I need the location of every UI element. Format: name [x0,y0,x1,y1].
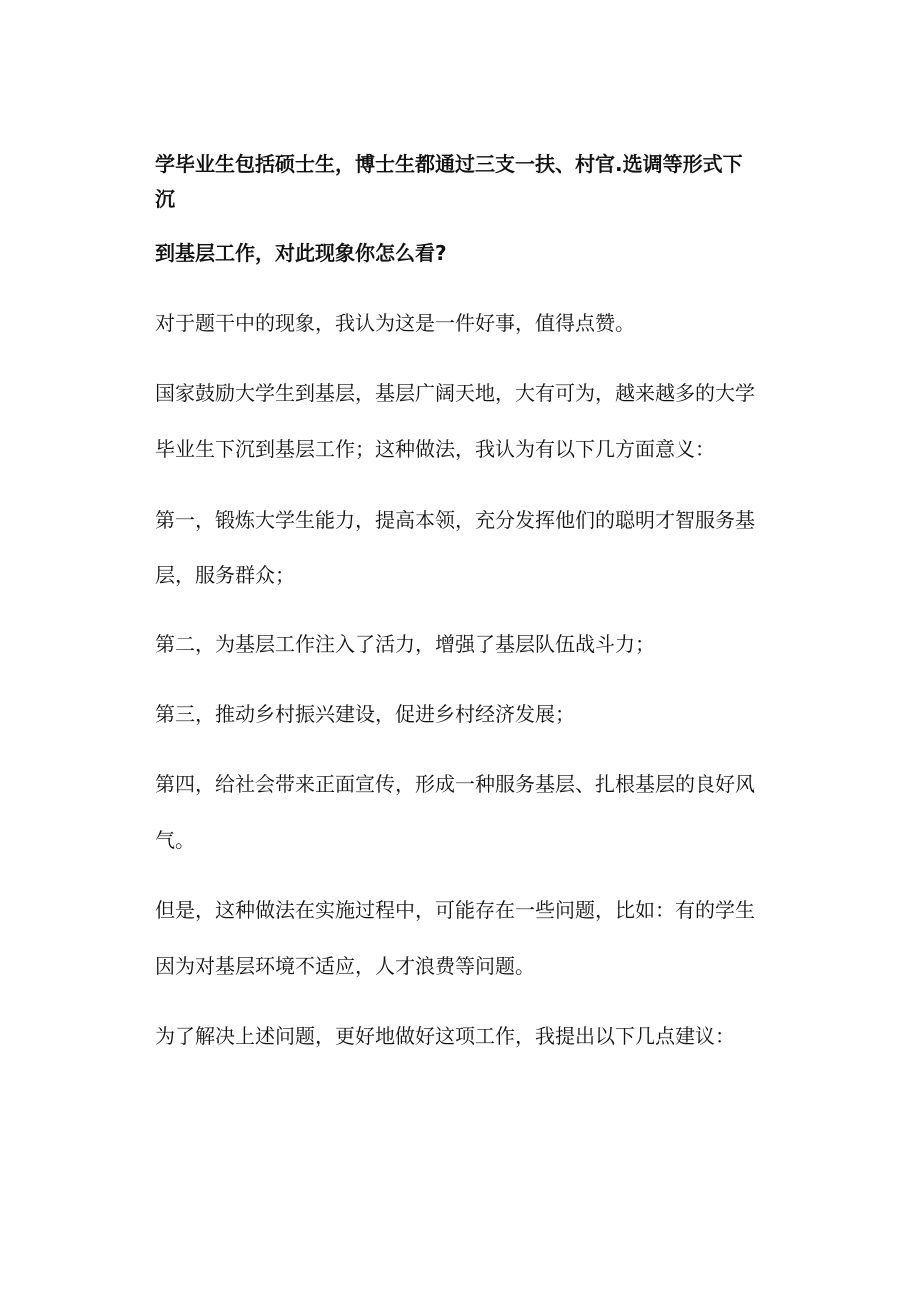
paragraph-2-line-2: 毕业生下沉到基层工作；这种做法，我认为有以下几方面意义： [155,437,715,461]
question-heading-line-2: 沉 [155,187,175,211]
paragraph-3-line-2: 层，服务群众； [155,563,295,587]
paragraph-1-line-1: 对于题干中的现象，我认为这是一件好事，值得点赞。 [155,311,635,335]
paragraph-3-line-1: 第一，锻炼大学生能力，提高本领，充分发挥他们的聪明才智服务基 [155,508,755,532]
paragraph-7-line-1: 但是，这种做法在实施过程中，可能存在一些问题，比如：有的学生 [155,898,755,922]
paragraph-6-line-1: 第四，给社会带来正面宣传，形成一种服务基层、扎根基层的良好风 [155,772,755,796]
paragraph-2-line-1: 国家鼓励大学生到基层，基层广阔天地，大有可为，越来越多的大学 [155,381,755,405]
paragraph-8-line-1: 为了解决上述问题，更好地做好这项工作，我提出以下几点建议： [155,1024,735,1048]
paragraph-5-line-1: 第三，推动乡村振兴建设，促进乡村经济发展； [155,702,575,726]
question-heading-line-3: 到基层工作，对此现象你怎么看? [155,241,447,265]
paragraph-7-line-2: 因为对基层环境不适应，人才浪费等问题。 [155,954,535,978]
paragraph-4-line-1: 第二，为基层工作注入了活力，增强了基层队伍战斗力； [155,632,655,656]
paragraph-6-line-2: 气。 [155,828,195,852]
question-heading-line-1: 学毕业生包括硕士生，博士生都通过三支一扶、村官.选调等形式下 [155,152,743,176]
